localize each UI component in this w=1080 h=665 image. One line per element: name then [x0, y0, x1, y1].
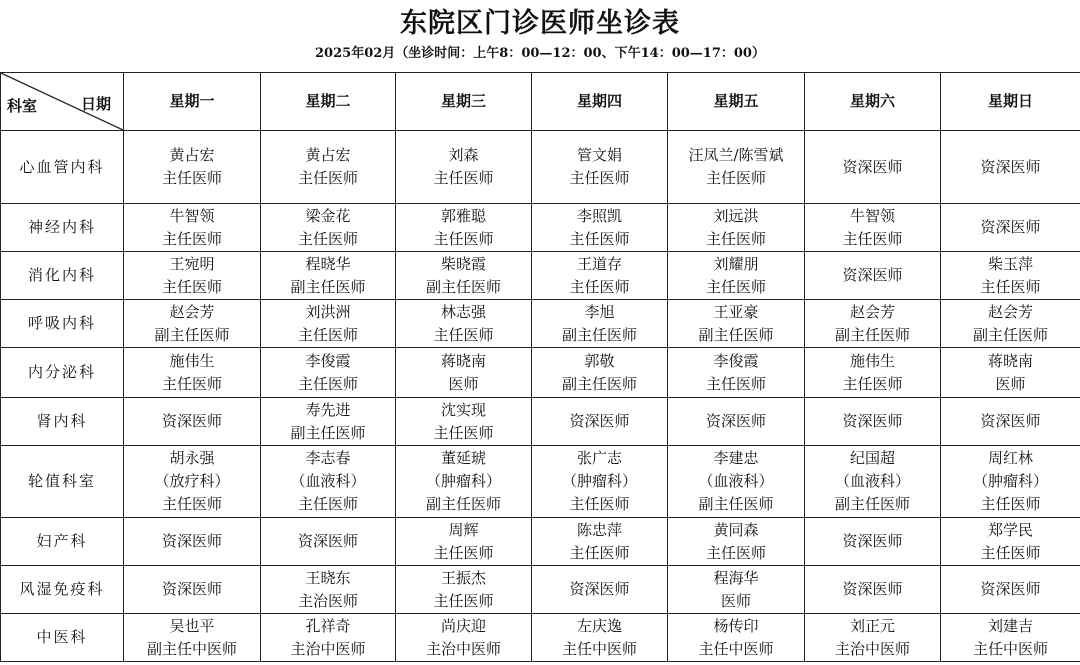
schedule-cell	[668, 300, 805, 348]
doctor-title: 主任医师	[569, 543, 630, 562]
doctor-title: 主任医师	[297, 495, 358, 513]
doctor-name: 王宛明	[169, 254, 215, 273]
doctor-name: 施伟生	[849, 351, 895, 370]
doctor-title: 主任医师	[161, 277, 222, 296]
schedule-cell	[261, 131, 396, 204]
doctor-name: 刘洪洲	[305, 302, 351, 321]
header-row	[1, 73, 1080, 131]
doctor-title: 主任中医师	[698, 639, 774, 658]
doctor-title: 主任医师	[705, 169, 766, 187]
doctor-name: 资深医师	[842, 157, 903, 176]
doctor-name: 董延琥	[440, 449, 486, 467]
schedule-cell	[124, 348, 261, 398]
day-header: 星期四	[532, 73, 668, 131]
dept-row	[1, 348, 1080, 398]
doctor-title: 主任医师	[433, 229, 494, 248]
doctor-title: 主任医师	[161, 374, 222, 393]
doctor-title: 主任医师	[569, 495, 630, 513]
doctor-name: 汪凤兰/陈雪斌	[688, 146, 784, 164]
doctor-department: （肿瘤科）	[972, 472, 1048, 490]
doctor-department: （放疗科）	[154, 472, 230, 490]
schedule-table	[0, 72, 1080, 662]
doctor-title: 主任医师	[161, 229, 222, 248]
schedule-cell	[532, 518, 668, 566]
doctor-title: 医师	[995, 374, 1026, 393]
doctor-name: 蒋晓南	[440, 351, 486, 370]
doctor-name: 赵会芳	[169, 302, 215, 321]
doctor-department: （肿瘤科）	[425, 472, 501, 490]
doctor-name: 黄占宏	[169, 146, 215, 164]
schedule-body	[1, 131, 1080, 662]
doctor-title: 副主任医师	[834, 495, 910, 513]
schedule-cell	[396, 131, 532, 204]
doctor-name: 管文娟	[576, 146, 622, 164]
doctor-name: 资深医师	[569, 412, 630, 430]
doctor-title: 主任医师	[433, 325, 494, 344]
doctor-name: 左庆逸	[576, 616, 622, 635]
doctor-title: 主任医师	[433, 169, 494, 187]
schedule-cell	[805, 252, 941, 300]
doctor-title: 主任医师	[433, 543, 494, 562]
dept-row	[1, 252, 1080, 300]
doctor-title: 主任医师	[433, 591, 494, 610]
doctor-title: 主任医师	[980, 543, 1041, 562]
schedule-cell	[532, 300, 668, 348]
schedule-cell	[124, 131, 261, 204]
doctor-title: 主任医师	[297, 229, 358, 248]
doctor-name: 柴玉萍	[987, 254, 1033, 273]
schedule-cell	[124, 518, 261, 566]
doctor-title: 副主任医师	[698, 495, 774, 513]
dept-name: 轮值科室	[1, 446, 124, 518]
dept-name: 妇产科	[1, 518, 124, 566]
schedule-cell	[396, 204, 532, 252]
schedule-cell	[532, 614, 668, 662]
doctor-title: 副主任医师	[425, 277, 501, 296]
doctor-title: 主治中医师	[290, 639, 366, 658]
doctor-name: 刘正元	[849, 616, 895, 635]
schedule-cell	[124, 446, 261, 518]
schedule-cell	[396, 398, 532, 446]
doctor-name: 林志强	[440, 302, 486, 321]
dept-row	[1, 204, 1080, 252]
doctor-name: 刘远洪	[713, 206, 759, 225]
doctor-title: 医师	[720, 591, 751, 610]
doctor-title: 副主任医师	[290, 423, 366, 442]
doctor-name: 刘森	[448, 146, 479, 164]
doctor-name: 赵会芳	[987, 302, 1033, 321]
schedule-cell	[805, 518, 941, 566]
doctor-title: 主任医师	[161, 169, 222, 187]
schedule-cell	[668, 398, 805, 446]
page-title: 东院区门诊医师坐诊表	[400, 8, 680, 39]
doctor-title: 副主任医师	[561, 325, 637, 344]
doctor-name: 资深医师	[980, 218, 1041, 236]
schedule-cell	[261, 204, 396, 252]
schedule-cell	[941, 204, 1080, 252]
doctor-title: 副主任医师	[972, 325, 1048, 344]
doctor-title: 主任医师	[705, 374, 766, 393]
schedule-cell	[532, 398, 668, 446]
doctor-name: 李照凯	[576, 206, 622, 225]
schedule-cell	[805, 446, 941, 518]
doctor-name: 资深医师	[161, 532, 222, 550]
doctor-title: 主治医师	[297, 591, 358, 610]
doctor-title: 主任医师	[842, 229, 903, 248]
schedule-cell	[261, 252, 396, 300]
doctor-title: 副主任中医师	[146, 639, 237, 658]
schedule-cell	[124, 566, 261, 614]
dept-name: 中医科	[1, 614, 124, 662]
dept-axis-label: 科室	[7, 97, 38, 115]
doctor-department: （肿瘤科）	[561, 472, 637, 490]
doctor-name: 资深医师	[980, 157, 1041, 176]
doctor-name: 孔祥奇	[305, 616, 351, 635]
doctor-name: 资深医师	[297, 532, 358, 550]
doctor-title: 副主任医师	[834, 325, 910, 344]
schedule-cell	[124, 300, 261, 348]
schedule-cell	[668, 348, 805, 398]
doctor-name: 李俊霞	[713, 351, 759, 370]
dept-row	[1, 566, 1080, 614]
day-header: 星期二	[261, 73, 396, 131]
doctor-name: 胡永强	[169, 449, 215, 467]
doctor-title: 副主任医师	[561, 374, 637, 393]
doctor-name: 王晓东	[305, 568, 351, 587]
dept-row	[1, 614, 1080, 662]
dept-name: 神经内科	[1, 204, 124, 252]
doctor-name: 赵会芳	[849, 302, 895, 321]
dept-name: 肾内科	[1, 398, 124, 446]
doctor-title: 主任医师	[569, 229, 630, 248]
schedule-cell	[532, 348, 668, 398]
schedule-cell	[805, 614, 941, 662]
schedule-cell	[396, 252, 532, 300]
dept-row	[1, 446, 1080, 518]
doctor-title: 主任医师	[705, 543, 766, 562]
doctor-name: 资深医师	[161, 412, 222, 430]
doctor-name: 牛智领	[169, 206, 215, 225]
doctor-name: 程晓华	[305, 254, 351, 273]
doctor-name: 资深医师	[842, 412, 903, 430]
doctor-name: 郑学民	[987, 520, 1033, 539]
doctor-title: 主任医师	[705, 277, 766, 296]
schedule-cell	[941, 398, 1080, 446]
schedule-cell	[941, 566, 1080, 614]
doctor-title: 主任中医师	[972, 639, 1048, 658]
doctor-title: 主任医师	[297, 374, 358, 393]
dept-name: 内分泌科	[1, 348, 124, 398]
schedule-cell	[261, 566, 396, 614]
doctor-name: 资深医师	[980, 580, 1041, 598]
doctor-name: 王振杰	[440, 568, 486, 587]
schedule-cell	[532, 204, 668, 252]
doctor-name: 陈忠萍	[576, 520, 622, 539]
schedule-cell	[805, 566, 941, 614]
doctor-name: 郭敬	[584, 351, 615, 370]
doctor-title: 副主任医师	[425, 495, 501, 513]
doctor-title: 主任医师	[980, 277, 1041, 296]
day-header: 星期日	[941, 73, 1080, 131]
doctor-name: 柴晓霞	[440, 254, 486, 273]
schedule-cell	[124, 204, 261, 252]
doctor-name: 刘耀朋	[713, 254, 759, 273]
schedule-cell	[261, 348, 396, 398]
doctor-name: 资深医师	[705, 412, 766, 430]
schedule-cell	[261, 446, 396, 518]
doctor-name: 纪国超	[849, 449, 895, 467]
doctor-title: 主任医师	[433, 423, 494, 442]
schedule-cell	[396, 348, 532, 398]
doctor-name: 王道存	[576, 254, 622, 273]
doctor-name: 牛智领	[849, 206, 895, 225]
doctor-name: 施伟生	[169, 351, 215, 370]
dept-name: 风湿免疫科	[1, 566, 124, 614]
doctor-department: （血液科）	[290, 472, 366, 490]
schedule-cell	[396, 446, 532, 518]
schedule-cell	[941, 518, 1080, 566]
schedule-cell	[124, 614, 261, 662]
doctor-name: 资深医师	[569, 580, 630, 598]
schedule-cell	[668, 446, 805, 518]
doctor-name: 郭雅聪	[440, 206, 486, 225]
doctor-title: 主任中医师	[561, 639, 637, 658]
doctor-name: 资深医师	[980, 412, 1041, 430]
doctor-title: 主任医师	[569, 169, 630, 187]
schedule-cell	[396, 566, 532, 614]
day-header: 星期六	[805, 73, 941, 131]
doctor-name: 杨传印	[713, 616, 759, 635]
doctor-title: 主任医师	[297, 325, 358, 344]
schedule-cell	[941, 131, 1080, 204]
doctor-department: （血液科）	[698, 472, 774, 490]
page-subtitle: 2025年02月（坐诊时间：上午8：00—12：00、下午14：00—17：00）	[315, 46, 765, 61]
schedule-cell	[805, 348, 941, 398]
schedule-cell	[941, 300, 1080, 348]
doctor-name: 资深医师	[842, 266, 903, 284]
doctor-name: 资深医师	[842, 580, 903, 598]
corner-cell	[1, 73, 124, 131]
doctor-name: 程海华	[713, 568, 759, 587]
doctor-name: 尚庆迎	[440, 616, 486, 635]
doctor-name: 寿先进	[305, 400, 351, 419]
schedule-cell	[532, 252, 668, 300]
schedule-cell	[805, 204, 941, 252]
schedule-cell	[668, 204, 805, 252]
schedule-cell	[941, 614, 1080, 662]
schedule-cell	[532, 446, 668, 518]
doctor-name: 张广志	[576, 449, 622, 467]
doctor-name: 蒋晓南	[987, 351, 1033, 370]
dept-row	[1, 131, 1080, 204]
schedule-cell	[668, 131, 805, 204]
doctor-name: 李志春	[305, 449, 351, 467]
schedule-cell	[941, 348, 1080, 398]
schedule-cell	[532, 566, 668, 614]
dept-name: 心血管内科	[1, 131, 124, 204]
doctor-title: 主任医师	[980, 495, 1041, 513]
schedule-cell	[396, 614, 532, 662]
schedule-cell	[261, 518, 396, 566]
doctor-title: 主任医师	[161, 495, 222, 513]
schedule-cell	[261, 398, 396, 446]
schedule-cell	[261, 300, 396, 348]
doctor-title: 主任医师	[569, 277, 630, 296]
doctor-name: 沈实现	[440, 400, 486, 419]
doctor-name: 黄同森	[713, 520, 759, 539]
dept-row	[1, 300, 1080, 348]
schedule-cell	[805, 398, 941, 446]
day-header: 星期三	[396, 73, 532, 131]
day-header: 星期一	[124, 73, 261, 131]
doctor-name: 资深医师	[161, 580, 222, 598]
dept-row	[1, 518, 1080, 566]
day-header: 星期五	[668, 73, 805, 131]
schedule-cell	[941, 446, 1080, 518]
doctor-title: 主任医师	[297, 169, 358, 187]
schedule-cell	[396, 300, 532, 348]
doctor-title: 医师	[448, 374, 479, 393]
doctor-department: （血液科）	[834, 472, 910, 490]
doctor-name: 李俊霞	[305, 351, 351, 370]
schedule-cell	[124, 252, 261, 300]
schedule-cell	[261, 614, 396, 662]
schedule-cell	[668, 518, 805, 566]
date-axis-label: 日期	[80, 95, 111, 113]
schedule-cell	[396, 518, 532, 566]
doctor-title: 副主任医师	[290, 277, 366, 296]
doctor-title: 主治中医师	[834, 639, 910, 658]
doctor-name: 周红林	[987, 449, 1033, 467]
doctor-name: 王亚豪	[713, 302, 759, 321]
doctor-name: 吴也平	[169, 616, 215, 635]
schedule-cell	[668, 566, 805, 614]
doctor-name: 黄占宏	[305, 146, 351, 164]
doctor-title: 主任医师	[705, 229, 766, 248]
schedule-cell	[668, 614, 805, 662]
doctor-name: 梁金花	[305, 206, 351, 225]
schedule-cell	[124, 398, 261, 446]
schedule-cell	[941, 252, 1080, 300]
doctor-title: 主任医师	[842, 374, 903, 393]
doctor-title: 副主任医师	[698, 325, 774, 344]
doctor-name: 资深医师	[842, 532, 903, 550]
dept-row	[1, 398, 1080, 446]
doctor-name: 周辉	[448, 520, 479, 539]
dept-name: 呼吸内科	[1, 300, 124, 348]
doctor-title: 副主任医师	[154, 325, 230, 344]
schedule-cell	[532, 131, 668, 204]
doctor-name: 李建忠	[713, 449, 759, 467]
schedule-cell	[805, 131, 941, 204]
doctor-title: 主治中医师	[425, 639, 501, 658]
doctor-name: 刘建吉	[987, 616, 1033, 635]
schedule-cell	[668, 252, 805, 300]
doctor-name: 李旭	[584, 302, 615, 321]
dept-name: 消化内科	[1, 252, 124, 300]
schedule-cell	[805, 300, 941, 348]
